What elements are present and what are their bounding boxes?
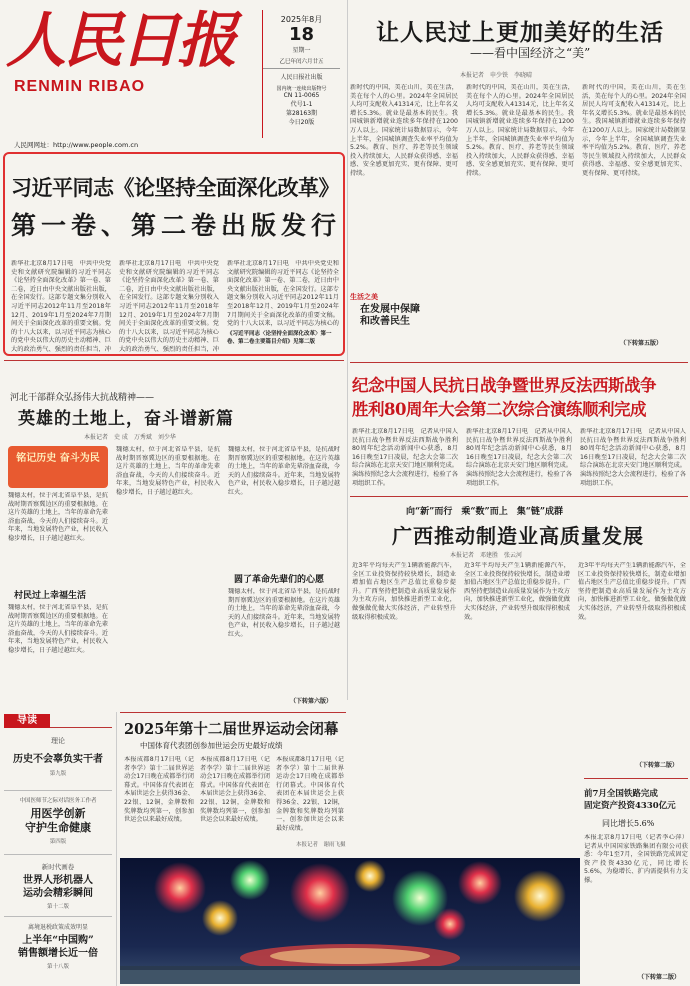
- lunar-date: 乙巳年闰六月廿五: [279, 59, 324, 65]
- railway-article: [584, 778, 688, 984]
- sidebar-item-title: 用医学创新 守护生命健康: [25, 807, 91, 834]
- guangxi-article: [350, 496, 688, 776]
- railway-text: 本报北京8月17日电（记者李心萍）记者从中国国家铁路集团有限公司获悉：今年1至7月，全国铁路完成固定资产投资4330亿元，同比增长5.6%，为稳增长、扩内需提供有力支撑。: [584, 834, 688, 884]
- lead-subhead: 在发展中保障 和改善民生: [360, 304, 420, 327]
- hebei-text-col3: 魏德太村，位于河北省阜平县，是抗战时期晋察冀边区的重要根据地。在这片英雄的土地上，当年的革命先辈浴血奋战，今天的人们接续奋斗。近年来，当地发展特色产业，村民收入稳步增长，日子越过越红火。: [228, 446, 340, 496]
- book-text-col2: 新华社北京8月17日电 中共中央党史和文献研究院编辑的习近平同志《论坚持全面深化改革》第一卷、第二卷，近日由中央文献出版社出版，在全国发行。这部专题文集分别收入习近平同志2012年11月至2018年12月、2019年1月至2024年7月期间关于全面深化改革的重要文稿。党的十八大以来，以习近平同志为核心的党中央以伟大的历史主动精神、巨大的政治勇气、强烈的责任担当，冲: [119, 260, 219, 352]
- games-title: 2025年第十二届世界运动会闭幕: [124, 721, 339, 738]
- guangxi-byline: 本报记者 邓建胜 张云河: [450, 552, 523, 559]
- cn-number: CN 11-0065: [283, 92, 320, 99]
- hebei-title: 英雄的土地上，奋斗谱新篇: [18, 409, 234, 429]
- divider: [4, 360, 344, 361]
- date-day: 18: [288, 24, 315, 45]
- lead-text-col3: 新时代的中国，美在山川，美在生活，美在每个人的心里。2024年全国居民人均可支配收入41314元，比上年名义增长5.3%。就业是最基本的民生。我国城镇新增就业连续多年保持在1200万人以上。国家统计局数据显示，今年上半年，全国城镇调查失业率平均值为5.2%。教育、医疗、养老等民生领域投入持续加大，人民群众获得感、幸福感、安全感更加充实、更有保障、更可持续。: [582, 84, 686, 177]
- hebei-text-col1b: 魏德太村，位于河北省阜平县，是抗战时期晋察冀边区的重要根据地。在这片英雄的土地上，当年的革命先辈浴血奋战，今天的人们接续奋斗。近年来，当地发展特色产业，村民收入稳步增长，日子越过越红火。: [8, 604, 108, 654]
- divider: [4, 790, 112, 791]
- column-divider: [116, 712, 117, 986]
- sidebar-item-page: 第十二版: [46, 904, 69, 910]
- sidebar-guide: [0, 712, 116, 986]
- guide-label: 导读: [17, 715, 37, 726]
- sidebar-item-title: 历史不会辜负实干者: [13, 754, 103, 765]
- hebei-badge-text: 铭记历史 奋斗为民: [16, 453, 100, 464]
- hebei-subhead1: 村民过上幸福生活: [14, 591, 87, 601]
- book-title-line2: 第一卷、第二卷出版发行: [11, 211, 342, 240]
- code-number: 代号1-1: [290, 101, 313, 108]
- parade-title-line2: 胜利80周年大会第二次综合演练顺利完成: [352, 400, 646, 419]
- railway-footer: （下转第二版）: [638, 974, 681, 981]
- hebei-subhead2: 圆了革命先辈们的心愿: [234, 575, 325, 585]
- sidebar-item-page: 第九版: [49, 771, 67, 777]
- weekday: 星期一: [292, 47, 311, 54]
- hebei-article: [4, 360, 344, 710]
- guangxi-text-col3: 近3年平均每天产生1辆新能源汽车，全区工业投资保持较快增长，制造业增加值占地区生产总值比重稳步提升。广西坚持把制造业高质量发展作为主攻方向，加快推进新型工业化，做强做优做大实体经济，产业转型升级取得积极成效。: [578, 562, 686, 621]
- lead-section: 生活之美: [350, 292, 378, 301]
- sidebar-item-title: 上半年“中国购” 销售额增长近一倍: [18, 935, 98, 959]
- lead-text-col2: 新时代的中国，美在山川，美在生活，美在每个人的心里。2024年全国居民人均可支配收入41314元，比上年名义增长5.3%。就业是最基本的民生。我国城镇新增就业连续多年保持在1200万人以上。国家统计局数据显示，今年上半年，全国城镇调查失业率平均值为5.2%。教育、医疗、养老等民生领域投入持续加大，人民群众获得感、幸福感、安全感更加充实、更有保障、更可持续。: [466, 84, 574, 177]
- games-text-col1: 本报成都8月17日电（记者李学）第十二届世界运动会17日晚在成都举行闭幕式。中国体育代表团在本届世运会上获得36金、22银、12铜，金牌数和奖牌数均列第一，创参加世运会以来最好成绩。: [124, 756, 194, 824]
- railway-title: 前7月全国铁路完成 固定资产投资4330亿元: [584, 789, 676, 811]
- column-divider: [347, 0, 348, 700]
- divider: [350, 496, 688, 497]
- divider: [584, 778, 688, 779]
- games-text-col3: 本报成都8月17日电（记者李学）第十二届世界运动会17日晚在成都举行闭幕式。中国体育代表团在本届世运会上获得36金、22银、12铜，金牌数和奖牌数均列第一，创参加世运会以来最好成绩。: [276, 756, 344, 832]
- parade-text-col3: 新华社北京8月17日电 记者从中国人民抗日战争暨世界反法西斯战争胜利80周年纪念活动新闻中心获悉，8月16日晚至17日凌晨，纪念大会第二次综合演练在北京天安门地区顺利完成。演练按照纪念大会流程进行，检验了各项组织工作。: [580, 428, 686, 486]
- date-panel: [262, 10, 340, 138]
- parade-title-line1: 纪念中国人民抗日战争暨世界反法西斯战争: [352, 376, 656, 395]
- issue-number: 第28163期: [285, 110, 318, 117]
- book-title-line1: 习近平同志《论坚持全面深化改革》: [11, 175, 339, 200]
- book-article: [3, 152, 345, 356]
- hebei-text-col3b: 魏德太村，位于河北省阜平县，是抗战时期晋察冀边区的重要根据地。在这片英雄的土地上，当年的革命先辈浴血奋战，今天的人们接续奋斗。近年来，当地发展特色产业，村民收入稳步增长，日子越过越红火。: [228, 588, 340, 638]
- sidebar-item-doctors[interactable]: [4, 796, 112, 845]
- book-link[interactable]: 《习近平同志〈论坚持全面深化改革〉第一卷、第二卷主要篇目介绍》见第二版: [227, 331, 332, 345]
- sidebar-item-page: 第四版: [49, 839, 67, 845]
- games-article: [120, 712, 346, 854]
- divider: [50, 727, 112, 728]
- sidebar-item-theory[interactable]: [4, 736, 112, 777]
- parade-text-col2: 新华社北京8月17日电 记者从中国人民抗日战争暨世界反法西斯战争胜利80周年纪念活动新闻中心获悉，8月16日晚至17日凌晨，纪念大会第二次综合演练在北京天安门地区顺利完成。演练按照纪念大会流程进行，检验了各项组织工作。: [466, 428, 572, 486]
- issn-label: 国内统一连续出版物号: [276, 86, 327, 92]
- sidebar-item-title: 世界人形机器人 运动会精彩瞬间: [23, 875, 93, 899]
- games-photo: [120, 858, 580, 984]
- hebei-kicker: 河北干部群众弘扬伟大抗战精神——: [10, 393, 155, 403]
- book-text-col3: 新华社北京8月17日电 中共中央党史和文献研究院编辑的习近平同志《论坚持全面深化改革》第一卷、第二卷，近日由中央文献出版社出版，在全国发行。这部专题文集分别收入习近平同志2012年11月至2018年12月、2019年1月至2024年7月期间关于全面深化改革的重要文稿。党的十八大以来，以习近平同志为核心的: [227, 260, 339, 328]
- masthead-logo: 人民日报: [6, 6, 234, 76]
- sidebar-item-kicker: 中国医师节之际对话医务工作者: [19, 798, 97, 804]
- guangxi-title: 广西推动制造业高质量发展: [392, 524, 644, 548]
- masthead-url: 人民网网址：http://www.people.com.cn: [14, 141, 139, 149]
- lead-article: [350, 0, 690, 360]
- lead-title: 让人民过上更加美好的生活: [376, 19, 664, 46]
- hebei-badge: [8, 446, 108, 488]
- sidebar-item-kicker: 离境退税政策成效明显: [27, 924, 88, 931]
- hebei-footer: （下转第六版）: [290, 698, 333, 705]
- sidebar-item-page: 第十八版: [46, 964, 69, 970]
- railway-subtitle: 同比增长5.6%: [602, 819, 655, 828]
- guangxi-footer: （下转第二版）: [636, 762, 679, 769]
- sidebar-item-kicker: 理论: [51, 737, 65, 745]
- lead-subtitle: ——看中国经济之“美”: [470, 46, 591, 60]
- masthead: [0, 0, 345, 150]
- page-count: 今日20版: [288, 119, 315, 126]
- games-text-col2: 本报成都8月17日电（记者李学）第十二届世界运动会17日晚在成都举行闭幕式。中国体育代表团在本届世运会上获得36金、22银、12铜，金牌数和奖牌数均列第一，创参加世运会以来最好成绩。: [200, 756, 270, 824]
- hebei-byline: 本报记者 史 成 万秀斌 刘少华: [84, 434, 176, 441]
- games-subtitle: 中国体育代表团创参加世运会历史最好成绩: [140, 741, 283, 750]
- masthead-pinyin: RENMIN RIBAO: [14, 78, 146, 95]
- fireworks-image: [120, 858, 580, 984]
- hebei-text-col2: 魏德太村，位于河北省阜平县，是抗战时期晋察冀边区的重要根据地。在这片英雄的土地上，当年的革命先辈浴血奋战，今天的人们接续奋斗。近年来，当地发展特色产业，村民收入稳步增长，日子越过越红火。: [116, 446, 220, 496]
- parade-article: [350, 362, 688, 492]
- sidebar-item-kicker: 新时代画卷: [41, 863, 75, 871]
- divider: [350, 362, 688, 363]
- divider: [4, 916, 112, 917]
- lead-footer: （下转第五版）: [620, 340, 663, 347]
- date-year-month: 2025年8月: [280, 15, 323, 24]
- divider: [4, 854, 112, 855]
- sidebar-item-tax-refund[interactable]: [4, 922, 112, 970]
- games-photo-credit: 本报记者 谢雨飞摄: [296, 842, 346, 848]
- lead-text-col1: 新时代的中国，美在山川，美在生活，美在每个人的心里。2024年全国居民人均可支配收入41314元，比上年名义增长5.3%。就业是最基本的民生。我国城镇新增就业连续多年保持在1200万人以上。国家统计局数据显示，今年上半年，全国城镇调查失业率平均值为5.2%。教育、医疗、养老等民生领域投入持续加大，人民群众获得感、幸福感、安全感更加充实、更有保障、更可持续。: [350, 84, 458, 177]
- edition: 人民日报社出版: [263, 68, 340, 81]
- parade-text-col1: 新华社北京8月17日电 记者从中国人民抗日战争暨世界反法西斯战争胜利80周年纪念活动新闻中心获悉，8月16日晚至17日凌晨，纪念大会第二次综合演练在北京天安门地区顺利完成。演练按照纪念大会流程进行，检验了各项组织工作。: [352, 428, 458, 486]
- sidebar-item-robots[interactable]: [4, 862, 112, 910]
- divider: [120, 712, 346, 713]
- hebei-text-col1: 魏德太村，位于河北省阜平县，是抗战时期晋察冀边区的重要根据地。在这片英雄的土地上，当年的革命先辈浴血奋战，今天的人们接续奋斗。近年来，当地发展特色产业，村民收入稳步增长，日子越过越红火。: [8, 492, 108, 542]
- book-text-col1: 新华社北京8月17日电 中共中央党史和文献研究院编辑的习近平同志《论坚持全面深化改革》第一卷、第二卷，近日由中央文献出版社出版，在全国发行。这部专题文集分别收入习近平同志2012年11月至2018年12月、2019年1月至2024年7月期间关于全面深化改革的重要文稿。党的十八大以来，以习近平同志为核心的党中央以伟大的历史主动精神、巨大的政治勇气、强烈的责任担当，冲: [11, 260, 111, 352]
- guangxi-kicker: 向“新”而行 乘“数”而上 集“链”成群: [406, 507, 564, 517]
- guangxi-text-col1: 近3年平均每天产生1辆新能源汽车，全区工业投资保持较快增长，制造业增加值占地区生产总值比重稳步提升。广西坚持把制造业高质量发展作为主攻方向，加快推进新型工业化，做强做优做大实体经济，产业转型升级取得积极成效。: [352, 562, 456, 621]
- guangxi-text-col2: 近3年平均每天产生1辆新能源汽车，全区工业投资保持较快增长，制造业增加值占地区生产总值比重稳步提升。广西坚持把制造业高质量发展作为主攻方向，加快推进新型工业化，做强做优做大实体经济，产业转型升级取得积极成效。: [464, 562, 570, 621]
- guide-label-box: [4, 714, 50, 728]
- lead-byline: 本报记者 申少铁 李晓晴: [460, 72, 533, 79]
